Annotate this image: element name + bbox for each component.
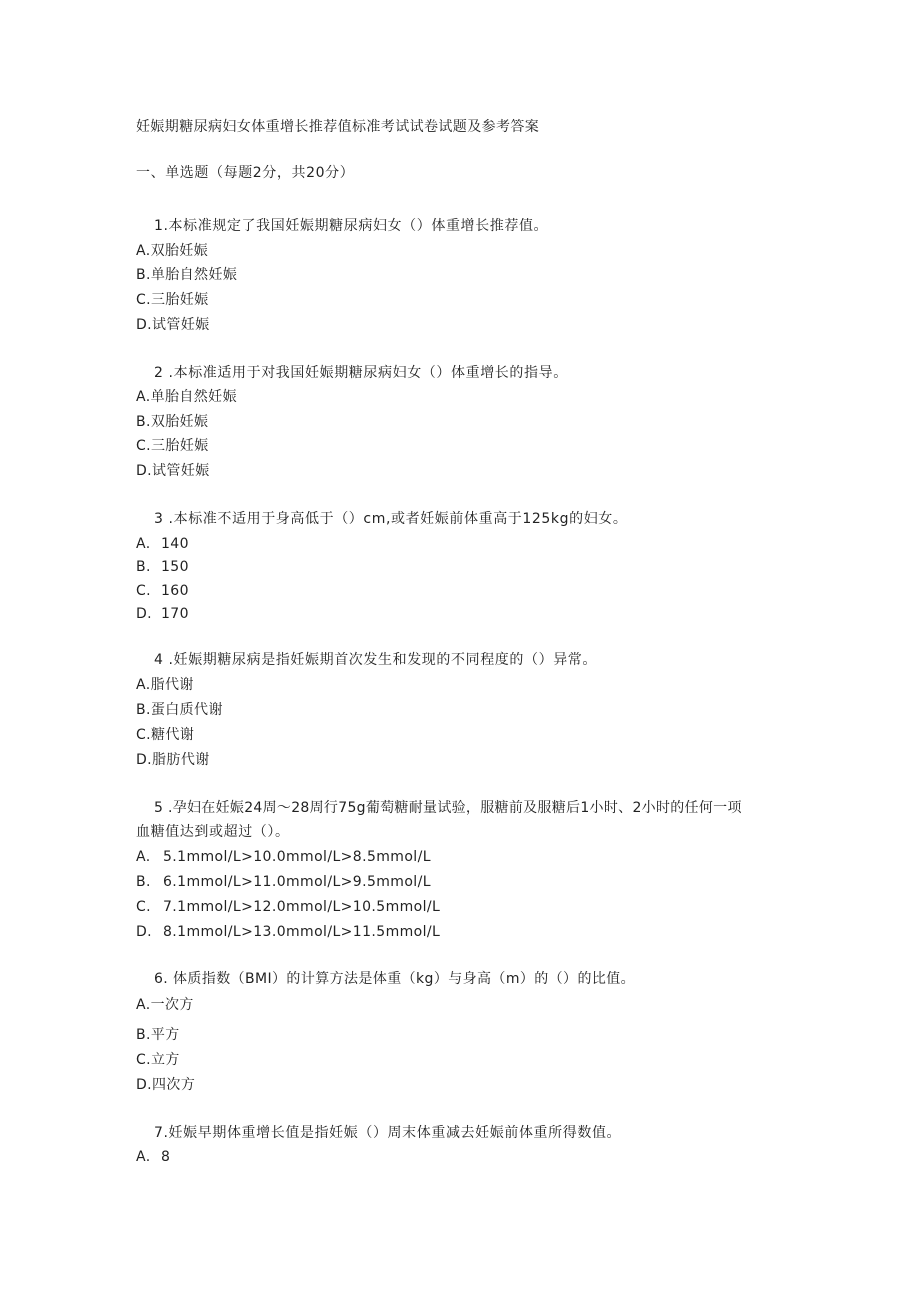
question-5-option-c <box>136 898 440 916</box>
question-2-option-d: D.试管妊娠 <box>136 463 210 479</box>
option-label: A. <box>136 536 151 552</box>
question-1-option-b: B.单胎自然妊娠 <box>136 267 238 283</box>
option-label: C. <box>136 583 152 599</box>
option-label: A. <box>136 1149 151 1165</box>
document-title: 妊娠期糖尿病妇女体重增长推荐值标准考试试卷试题及参考答案 <box>136 119 540 135</box>
option-label: D. <box>136 924 153 940</box>
option-value: 7.1mmol/L>12.0mmol/L>10.5mmol/L <box>163 899 441 915</box>
option-label: B. <box>136 874 151 890</box>
section-heading: 一、单选题（每题2分，共20分） <box>136 165 355 181</box>
question-2-stem: 2 .本标准适用于对我国妊娠期糖尿病妇女（）体重增长的指导。 <box>154 365 568 381</box>
question-5-option-a <box>136 848 431 866</box>
option-value: 8 <box>161 1149 171 1165</box>
option-value: 6.1mmol/L>11.0mmol/L>9.5mmol/L <box>163 874 431 890</box>
question-5-option-b <box>136 873 431 891</box>
question-2-option-c: C.三胎妊娠 <box>136 438 209 454</box>
question-3-option-a <box>136 535 189 553</box>
question-1-option-a: A.双胎妊娠 <box>136 243 209 259</box>
question-3-stem: 3 .本标准不适用于身高低于（）cm,或者妊娠前体重高于125kg的妇女。 <box>154 511 628 527</box>
option-label: D. <box>136 606 153 622</box>
option-label: A. <box>136 849 151 865</box>
option-value: 140 <box>161 536 189 552</box>
option-value: 170 <box>161 606 189 622</box>
question-3-option-d <box>136 605 189 623</box>
question-4-option-c: C.糖代谢 <box>136 727 195 743</box>
question-3-option-b <box>136 558 189 576</box>
question-1-option-c: C.三胎妊娠 <box>136 292 209 308</box>
question-2-option-b: B.双胎妊娠 <box>136 414 209 430</box>
option-value: 8.1mmol/L>13.0mmol/L>11.5mmol/L <box>163 924 441 940</box>
question-4-option-d: D.脂肪代谢 <box>136 752 210 768</box>
question-6-option-b: B.平方 <box>136 1027 180 1043</box>
option-label: B. <box>136 559 151 575</box>
question-7-option-a <box>136 1148 170 1166</box>
question-6-option-a: A.一次方 <box>136 997 194 1013</box>
option-value: 150 <box>161 559 189 575</box>
question-1-stem: 1.本标准规定了我国妊娠期糖尿病妇女（）体重增长推荐值。 <box>154 218 549 234</box>
question-2-option-a: A.单胎自然妊娠 <box>136 389 237 405</box>
option-value: 5.1mmol/L>10.0mmol/L>8.5mmol/L <box>163 849 431 865</box>
question-6-option-c: C.立方 <box>136 1052 180 1068</box>
question-3-option-c <box>136 582 189 600</box>
question-5-stem-line-2: 血糖值达到或超过（）。 <box>136 824 290 840</box>
question-7-stem: 7.妊娠早期体重增长值是指妊娠（）周末体重减去妊娠前体重所得数值。 <box>154 1125 622 1141</box>
option-label: C. <box>136 899 152 915</box>
question-4-option-a: A.脂代谢 <box>136 677 194 693</box>
question-1-option-d: D.试管妊娠 <box>136 317 210 333</box>
question-6-option-d: D.四次方 <box>136 1077 196 1093</box>
question-5-stem-line-1: 5 .孕妇在妊娠24周～28周行75g葡萄糖耐量试验，服糖前及服糖后1小时、2小时的任何一项 <box>154 800 742 816</box>
question-5-option-d <box>136 923 440 941</box>
question-4-stem: 4 .妊娠期糖尿病是指妊娠期首次发生和发现的不同程度的（）异常。 <box>154 652 598 668</box>
question-4-option-b: B.蛋白质代谢 <box>136 702 223 718</box>
option-value: 160 <box>161 583 189 599</box>
question-6-stem: 6. 体质指数（BMI）的计算方法是体重（kg）与身高（m）的（）的比值。 <box>154 971 636 987</box>
